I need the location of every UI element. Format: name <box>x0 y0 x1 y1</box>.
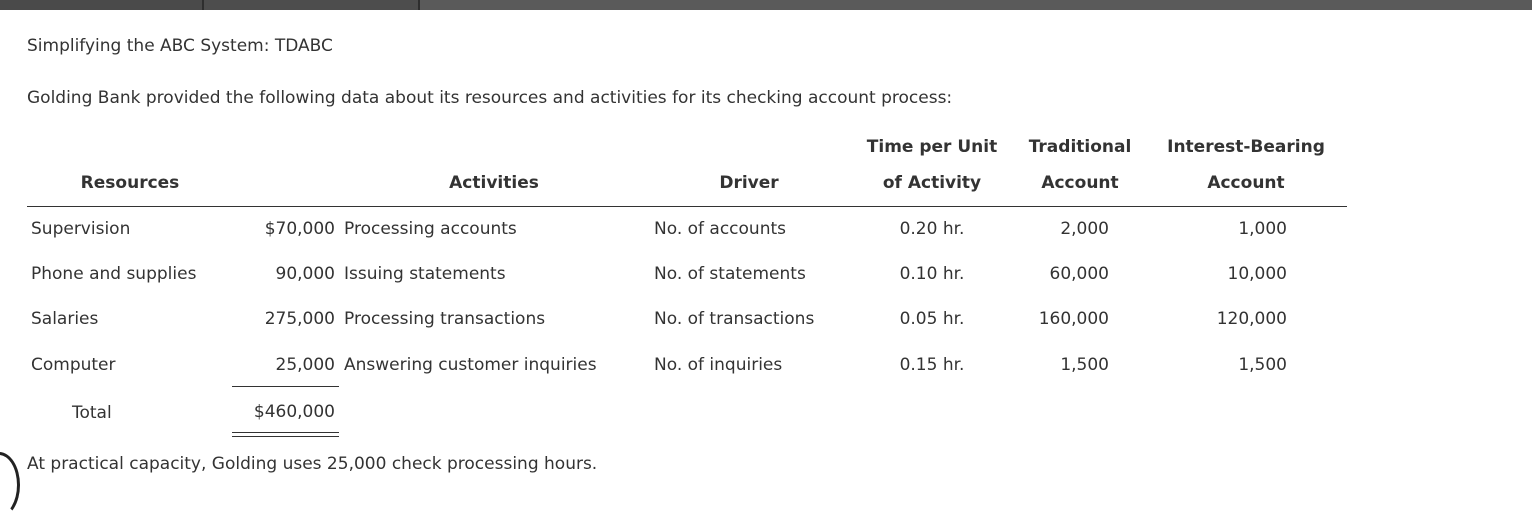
header-interest-line1: Interest-Bearing <box>1167 137 1325 157</box>
resource-name: Salaries <box>31 309 99 329</box>
resource-amount: $70,000 <box>264 219 335 239</box>
interest-value: 1,500 <box>1238 355 1287 375</box>
time-per-unit: 0.05 hr. <box>899 309 965 329</box>
header-time-line2: of Activity <box>882 173 982 193</box>
driver-name: No. of accounts <box>654 219 786 239</box>
resource-amount: 90,000 <box>275 264 335 284</box>
interest-value: 1,000 <box>1238 219 1287 239</box>
resource-name: Phone and supplies <box>31 264 197 284</box>
header-activities: Activities <box>449 173 539 193</box>
tab-1[interactable] <box>0 0 204 10</box>
page-title: Simplifying the ABC System: TDABC <box>27 36 333 56</box>
resource-name: Computer <box>31 355 116 375</box>
total-label: Total <box>72 403 112 423</box>
header-traditional-line2: Account <box>1041 173 1119 193</box>
header-interest-line2: Account <box>1207 173 1285 193</box>
total-amount: $460,000 <box>253 402 335 422</box>
activity-name: Processing transactions <box>344 309 546 329</box>
resource-name: Supervision <box>31 219 131 239</box>
driver-name: No. of transactions <box>654 309 815 329</box>
traditional-value: 2,000 <box>1060 219 1109 239</box>
footer-text: At practical capacity, Golding uses 25,000 check processing hours. <box>27 454 598 474</box>
time-per-unit: 0.15 hr. <box>899 355 965 375</box>
header-time-line1: Time per Unit <box>866 137 998 157</box>
intro-text: Golding Bank provided the following data about its resources and activities for its checking account process: <box>27 88 953 108</box>
traditional-value: 1,500 <box>1060 355 1109 375</box>
traditional-value: 60,000 <box>1049 264 1109 284</box>
header-driver: Driver <box>719 173 779 193</box>
total-top-rule <box>232 386 339 387</box>
tab-2[interactable] <box>204 0 420 10</box>
header-traditional-line1: Traditional <box>1028 137 1132 157</box>
resource-amount: 25,000 <box>275 355 335 375</box>
header-resources: Resources <box>80 173 180 193</box>
top-tab-bar <box>0 0 1532 10</box>
interest-value: 120,000 <box>1216 309 1287 329</box>
time-per-unit: 0.20 hr. <box>899 219 965 239</box>
driver-name: No. of inquiries <box>654 355 783 375</box>
activity-name: Issuing statements <box>344 264 506 284</box>
activity-name: Answering customer inquiries <box>344 355 597 375</box>
interest-value: 10,000 <box>1227 264 1287 284</box>
header-rule <box>27 206 1347 207</box>
driver-name: No. of statements <box>654 264 806 284</box>
resource-amount: 275,000 <box>264 309 335 329</box>
total-double-rule-1 <box>232 432 339 433</box>
corner-decoration <box>0 452 20 518</box>
total-double-rule-2 <box>232 436 339 437</box>
traditional-value: 160,000 <box>1038 309 1109 329</box>
time-per-unit: 0.10 hr. <box>899 264 965 284</box>
activity-name: Processing accounts <box>344 219 517 239</box>
